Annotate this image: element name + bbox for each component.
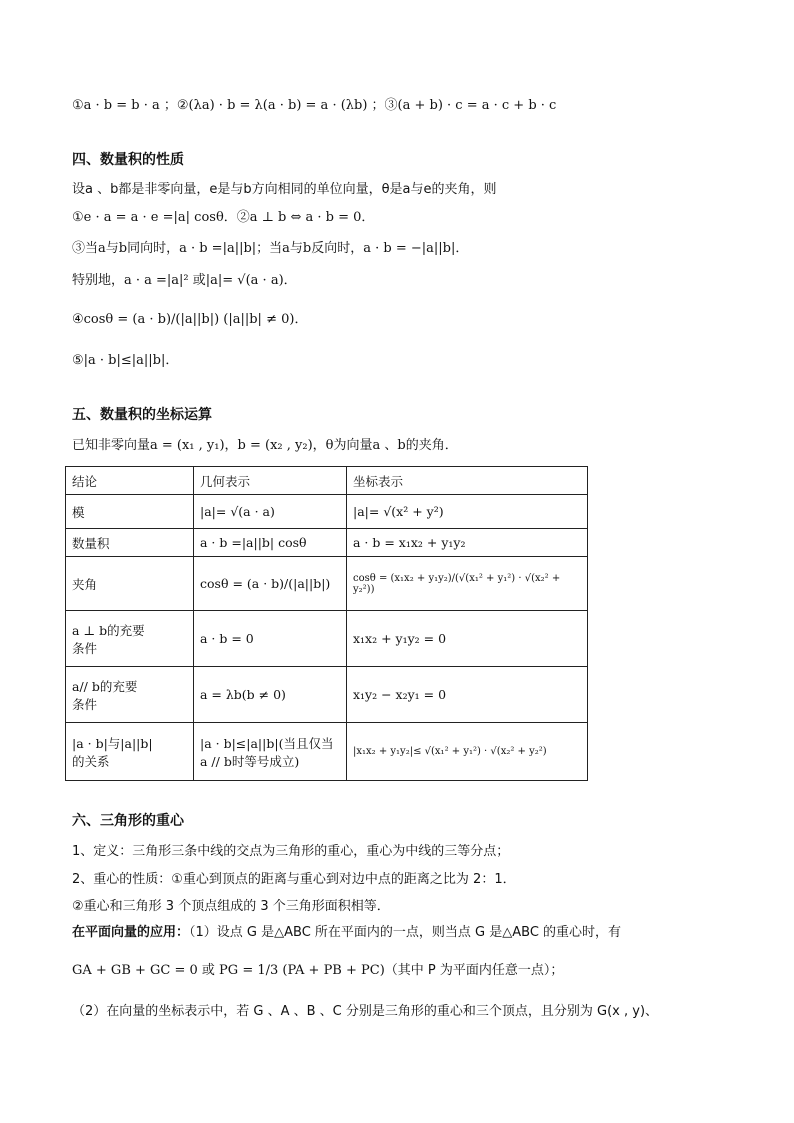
property-5: ⑤|a · b|≤|a||b|． — [72, 353, 179, 368]
dot-product-table — [65, 466, 588, 781]
table-header-row — [66, 467, 588, 495]
section-4-title: 四、数量积的性质 — [72, 152, 184, 168]
table-cell — [66, 723, 194, 781]
cell-line: 的关系 — [72, 753, 110, 769]
centroid-property-2: ②重心和三角形 3 个顶点组成的 3 个三角形面积相等． — [72, 899, 390, 914]
vector-application-line — [72, 924, 621, 942]
table-cell: a · b = x₁x₂ + y₁y₂ — [347, 529, 588, 557]
section-6-title: 六、三角形的重心 — [72, 813, 184, 829]
table-cell: x₁y₂ − x₂y₁ = 0 — [347, 667, 588, 723]
property-1-2: ①e · a = a · e =|a| cosθ．②a ⊥ b ⇔ a · b = 0． — [72, 210, 375, 225]
table-row — [66, 723, 588, 781]
cell-line: |a · b|≤|a||b|(当且仅当 — [200, 735, 334, 751]
section-5-intro: 已知非零向量a = (x₁ , y₁)，b = (x₂ , y₂)，θ为向量a 、b的夹角． — [72, 438, 458, 453]
table-row — [66, 557, 588, 611]
operation-laws-line — [72, 97, 556, 115]
table-cell: 模 — [66, 495, 194, 529]
section-5-title: 五、数量积的坐标运算 — [72, 407, 212, 423]
table-row — [66, 667, 588, 723]
centroid-coordinate-line: （2）在向量的坐标表示中，若 G 、A 、B 、C 分别是三角形的重心和三个顶点，且分别为 G(x , y)、 — [72, 1004, 659, 1019]
table-cell: cosθ = (x₁x₂ + y₁y₂)/(√(x₁² + y₁²) · √(x₂² + y₂²)) — [347, 557, 588, 611]
table-row — [66, 611, 588, 667]
cell-line: 条件 — [72, 640, 98, 656]
cell-line: |a · b|与|a||b| — [72, 735, 153, 751]
property-4: ④cosθ = (a · b)/(|a||b|) (|a||b| ≠ 0)． — [72, 312, 308, 327]
table-header-cell: 坐标表示 — [347, 467, 588, 495]
centroid-property-1: 2、重心的性质：①重心到顶点的距离与重心到对边中点的距离之比为 2：1． — [72, 872, 516, 887]
table-cell — [66, 611, 194, 667]
table-cell: |a|= √(x² + y²) — [347, 495, 588, 529]
table-cell: cosθ = (a · b)/(|a||b|) — [194, 557, 347, 611]
table-cell: 数量积 — [66, 529, 194, 557]
table-header-cell: 结论 — [66, 467, 194, 495]
centroid-vector-formula: GA + GB + GC = 0 或 PG = 1/3 (PA + PB + PC) — [72, 963, 385, 978]
table-cell: a = λb(b ≠ 0) — [194, 667, 347, 723]
table-cell: x₁x₂ + y₁y₂ = 0 — [347, 611, 588, 667]
centroid-definition: 1、定义：三角形三条中线的交点为三角形的重心，重心为中线的三等分点； — [72, 844, 510, 859]
operation-laws-text: ①a · b = b · a ；②(λa) · b = λ(a · b) = a · (λb) ；③(a + b) · c = a · c + b · c — [72, 98, 557, 113]
table-cell — [66, 667, 194, 723]
property-3: ③当a与b同向时，a · b =|a||b|；当a与b反向时，a · b = −|a||b|． — [72, 241, 469, 256]
table-header-cell: 几何表示 — [194, 467, 347, 495]
vector-application-label: 在平面向量的应用： — [72, 925, 190, 940]
table-row — [66, 529, 588, 557]
table-row — [66, 495, 588, 529]
table-cell: a · b = 0 — [194, 611, 347, 667]
section-4-intro: 设a 、b都是非零向量，e是与b方向相同的单位向量，θ是a与e的夹角，则 — [72, 182, 497, 197]
cell-line: a // b时等号成立) — [200, 753, 300, 769]
cell-line: a ⊥ b的充要 — [72, 622, 145, 638]
table-cell: 夹角 — [66, 557, 194, 611]
table-cell: a · b =|a||b| cosθ — [194, 529, 347, 557]
cell-line: a// b的充要 — [72, 678, 138, 694]
property-special: 特别地，a · a =|a|² 或|a|= √(a · a)． — [72, 273, 297, 288]
centroid-formula-note: （其中 P 为平面内任意一点）； — [384, 963, 564, 978]
table-cell — [194, 723, 347, 781]
table-cell: |x₁x₂ + y₁y₂|≤ √(x₁² + y₁²) · √(x₂² + y₂²) — [347, 723, 588, 781]
table-cell: |a|= √(a · a) — [194, 495, 347, 529]
vector-application-text: （1）设点 G 是△ABC 所在平面内的一点，则当点 G 是△ABC 的重心时，有 — [189, 925, 622, 940]
cell-line: 条件 — [72, 696, 98, 712]
centroid-vector-formula-line — [72, 962, 563, 980]
